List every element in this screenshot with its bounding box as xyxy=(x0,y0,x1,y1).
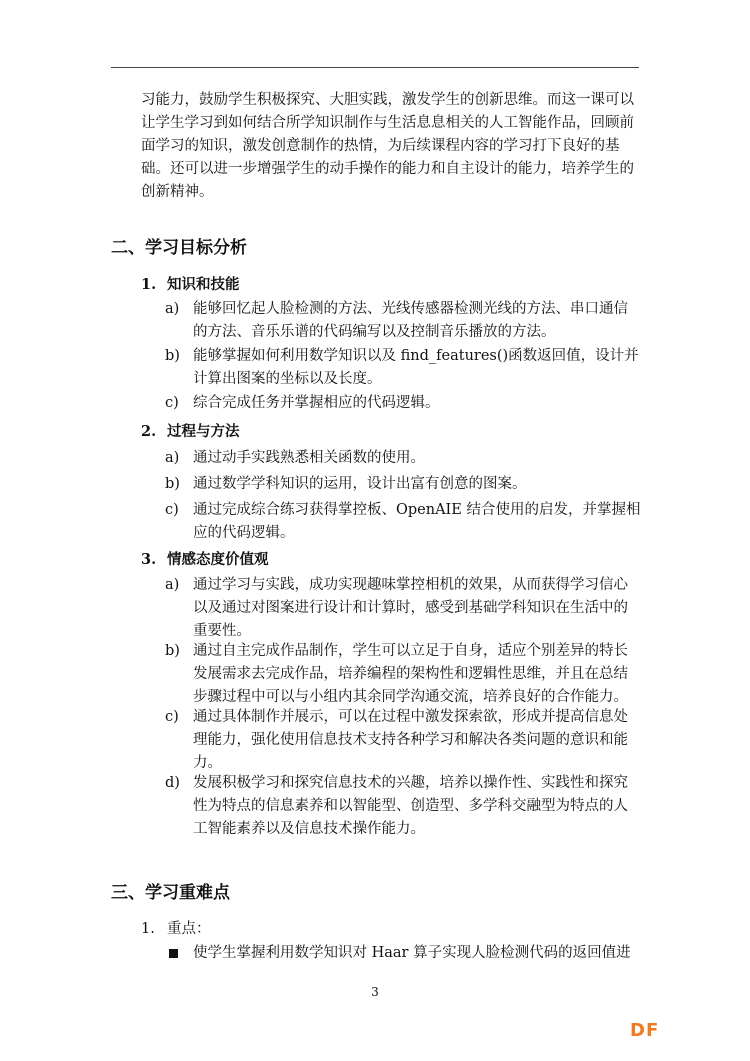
subsection-process-heading xyxy=(141,420,240,441)
subsection-title: 重点： xyxy=(167,921,211,937)
list-item xyxy=(165,345,641,391)
page-number: 3 xyxy=(371,985,379,999)
header-rule xyxy=(111,67,639,68)
list-marker: d) xyxy=(165,775,180,791)
subsection-number: 2. xyxy=(141,423,157,440)
list-item-text: 发展积极学习和探究信息技术的兴趣，培养以操作性、实践性和探究性为特点的信息素养和以智能型、创造型、多学科交融型为特点的人工智能素养以及信息技术操作能力。 xyxy=(193,775,628,837)
list-item xyxy=(165,574,641,643)
subsection-title: 情感态度价值观 xyxy=(167,551,269,568)
list-item-text: 通过数学学科知识的运用，设计出富有创意的图案。 xyxy=(193,476,527,492)
list-item xyxy=(165,447,641,470)
list-marker: c) xyxy=(165,502,179,518)
list-marker: c) xyxy=(165,709,179,725)
square-bullet-icon xyxy=(169,949,178,958)
list-marker: a) xyxy=(165,577,180,593)
subsection-knowledge-heading xyxy=(141,273,240,294)
subsection-title: 知识和技能 xyxy=(167,276,240,293)
list-marker: a) xyxy=(165,450,180,466)
list-item-text: 能够掌握如何利用数学知识以及 find_features()函数返回值，设计并计算出图案的坐标以及长度。 xyxy=(193,348,639,387)
section-2-heading: 二、学习目标分析 xyxy=(111,238,247,258)
list-item xyxy=(165,640,641,709)
bullet-item-text: 使学生掌握利用数学知识对 Haar 算子实现人脸检测代码的返回值进 xyxy=(193,945,631,961)
list-marker: b) xyxy=(165,476,180,492)
list-item-text: 通过自主完成作品制作，学生可以立足于自身，适应个别差异的特长发展需求去完成作品，培养编程的架构性和逻辑性思维，并且在总结步骤过程中可以与小组内其余同学沟通交流，培养良好的合作能力。 xyxy=(193,643,628,705)
list-item-text: 综合完成任务并掌握相应的代码逻辑。 xyxy=(193,395,440,411)
subsection-number: 3. xyxy=(141,551,157,568)
list-marker: b) xyxy=(165,643,180,659)
subsection-values-heading xyxy=(141,548,269,569)
subsection-key-points-heading xyxy=(141,917,211,938)
list-item-text: 通过完成综合练习获得掌控板、OpenAIE 结合使用的启发，并掌握相应的代码逻辑。 xyxy=(193,502,641,541)
list-marker: a) xyxy=(165,301,180,317)
list-item xyxy=(165,499,641,545)
subsection-title: 过程与方法 xyxy=(167,423,240,440)
bullet-item xyxy=(165,942,641,965)
subsection-number: 1. xyxy=(141,276,157,293)
list-marker: b) xyxy=(165,348,180,364)
list-item xyxy=(165,706,641,775)
list-item xyxy=(165,298,641,344)
section-3-heading: 三、学习重难点 xyxy=(111,883,230,903)
list-item xyxy=(165,392,641,415)
list-item xyxy=(165,473,641,496)
list-item-text: 能够回忆起人脸检测的方法、光线传感器检测光线的方法、串口通信的方法、音乐乐谱的代码编写以及控制音乐播放的方法。 xyxy=(193,301,628,340)
list-item-text: 通过学习与实践，成功实现趣味掌控相机的效果，从而获得学习信心以及通过对图案进行设计和计算时，感受到基础学科知识在生活中的重要性。 xyxy=(193,577,628,639)
intro-paragraph: 习能力，鼓励学生积极探究、大胆实践，激发学生的创新思维。而这一课可以让学生学习到如何结合所学知识制作与生活息息相关的人工智能作品，回顾前面学习的知识，激发创意制作的热情，为后续课程内容的学习打下良好的基础。还可以进一步增强学生的动手操作的能力和自主设计的能力，培养学生的创新精神。 xyxy=(141,92,634,200)
watermark-logo: DF xyxy=(630,1020,660,1041)
subsection-number: 1. xyxy=(141,921,155,937)
list-item-text: 通过动手实践熟悉相关函数的使用。 xyxy=(193,450,425,466)
list-item xyxy=(165,772,641,841)
list-marker: c) xyxy=(165,395,179,411)
list-item-text: 通过具体制作并展示，可以在过程中激发探索欲，形成并提高信息处理能力，强化使用信息技术支持各种学习和解决各类问题的意识和能力。 xyxy=(193,709,628,771)
